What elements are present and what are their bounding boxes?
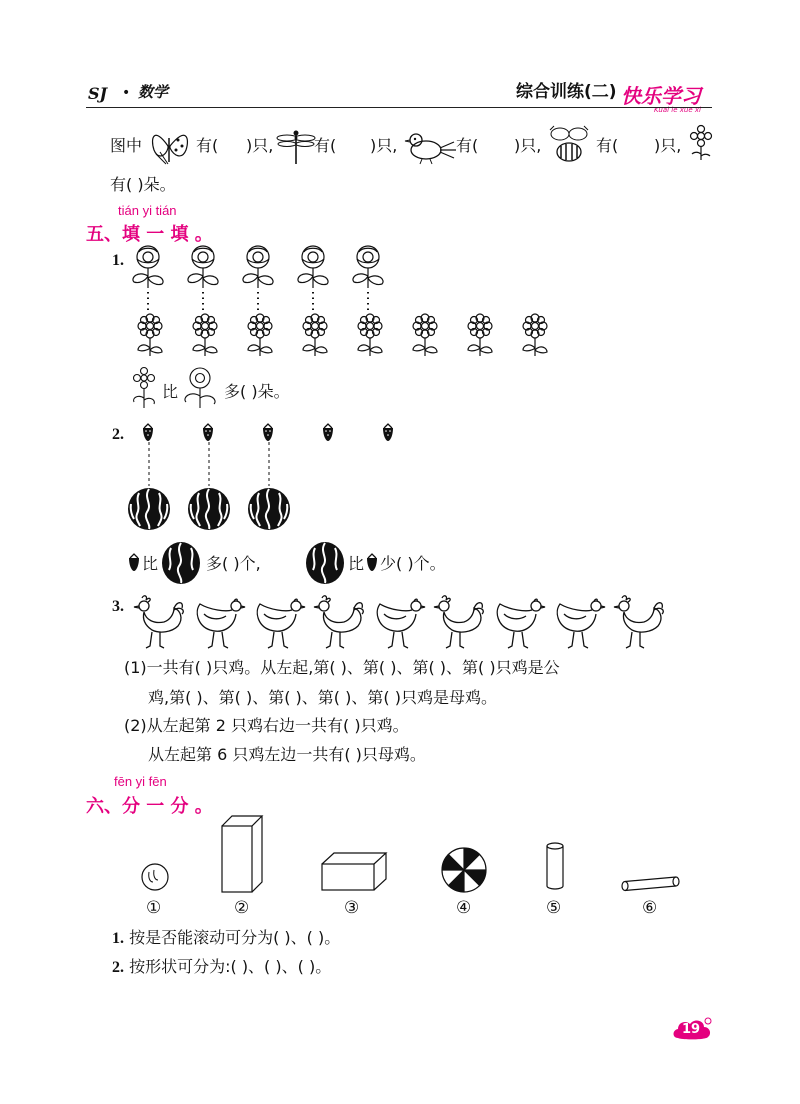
watermelon-icon bbox=[160, 540, 202, 586]
section5-title: 五、填 一 填 。 bbox=[86, 224, 213, 245]
small-flower-icon bbox=[462, 312, 498, 358]
small-flower-icon bbox=[352, 312, 388, 358]
page-number-badge bbox=[670, 1016, 714, 1042]
strawberry-icon bbox=[140, 422, 156, 442]
q1-text-bi: 比 bbox=[162, 382, 179, 401]
q2-text-shao: 少( )个。 bbox=[380, 554, 446, 573]
strawberry-icon bbox=[200, 422, 216, 442]
q1-number: 1. bbox=[112, 252, 124, 269]
section6-pinyin: fēn yi fēn bbox=[114, 774, 167, 789]
big-flower-icon bbox=[291, 244, 335, 290]
big-flower-icon bbox=[126, 244, 170, 290]
small-flower-icon bbox=[242, 312, 278, 358]
small-flower-icon bbox=[128, 366, 160, 410]
intro-text-zhi-1: )只, bbox=[246, 136, 274, 155]
q2-text-duo: 多( )个, bbox=[206, 554, 261, 573]
intro-text-you-4: 有( bbox=[596, 136, 619, 155]
header-logo-sub: Kuai le xue xi bbox=[654, 106, 701, 114]
ball-icon bbox=[138, 860, 172, 894]
q1-text-tail: 多( )朵。 bbox=[224, 382, 290, 401]
hen-icon bbox=[550, 594, 606, 650]
bee-icon bbox=[546, 124, 592, 168]
q1-bottom-flowers bbox=[132, 312, 552, 360]
header-subject: 数学 bbox=[138, 83, 169, 101]
q2-text-bi-1: 比 bbox=[142, 554, 159, 573]
big-flower-icon bbox=[181, 244, 225, 290]
cylinder-icon bbox=[542, 840, 568, 892]
rod-icon bbox=[620, 874, 684, 894]
small-flower-icon bbox=[517, 312, 553, 358]
shape-label-1: ① bbox=[146, 898, 162, 918]
strawberry-icon bbox=[320, 422, 336, 442]
shape-label-3: ③ bbox=[344, 898, 360, 918]
dragonfly-icon bbox=[276, 126, 316, 166]
small-flower-icon bbox=[407, 312, 443, 358]
beach-ball-icon bbox=[438, 844, 490, 896]
q3-number: 3. bbox=[112, 598, 124, 615]
watermelon-icon bbox=[186, 486, 232, 532]
intro-text-tuzhong: 图中 bbox=[110, 136, 143, 155]
hen-icon bbox=[370, 594, 426, 650]
q2-dashed-connectors bbox=[140, 442, 280, 488]
shape-label-4: ④ bbox=[456, 898, 472, 918]
shape-label-5: ⑤ bbox=[546, 898, 562, 918]
shape-label-6: ⑥ bbox=[642, 898, 658, 918]
section6-title: 六、分 一 分 。 bbox=[86, 796, 213, 817]
watermelon-icon bbox=[246, 486, 292, 532]
q3-chickens bbox=[130, 594, 670, 650]
bird-icon bbox=[402, 126, 458, 166]
q3-part1-line2: 鸡,第( )、第( )、第( )、第( )、第( )只鸡是母鸡。 bbox=[148, 688, 497, 707]
q2-question bbox=[126, 540, 486, 586]
intro-text-you-1: 有( bbox=[196, 136, 219, 155]
q3-part2-line2: 从左起第 6 只鸡左边一共有( )只母鸡。 bbox=[148, 745, 426, 764]
header-code: SJ bbox=[88, 84, 108, 103]
header bbox=[86, 80, 716, 114]
intro-line bbox=[108, 124, 728, 170]
flower-icon bbox=[686, 124, 716, 164]
header-rule bbox=[86, 107, 712, 108]
header-logo: 快乐学习 bbox=[621, 84, 701, 108]
butterfly-icon bbox=[148, 124, 192, 168]
header-title: 综合训练(二) bbox=[516, 82, 617, 102]
hen-icon bbox=[490, 594, 546, 650]
strawberry-icon bbox=[260, 422, 276, 442]
watermelon-icon bbox=[304, 540, 346, 586]
hen-icon bbox=[250, 594, 306, 650]
big-flower-icon bbox=[178, 366, 222, 410]
cuboid-tall-icon bbox=[218, 812, 268, 896]
header-dot: • bbox=[122, 85, 131, 101]
q3-part1-line1: (1)一共有( )只鸡。从左起,第( )、第( )、第( )、第( )只鸡是公 bbox=[124, 658, 560, 677]
intro-text-zhi-2: )只, bbox=[370, 136, 398, 155]
q1-top-flowers bbox=[126, 244, 426, 290]
intro-text-you-3: 有( bbox=[456, 136, 479, 155]
rooster-icon bbox=[310, 594, 366, 650]
rooster-icon bbox=[130, 594, 186, 650]
intro-line-2: 有( )朵。 bbox=[110, 175, 176, 194]
q2-watermelons bbox=[126, 486, 306, 534]
q2-text-bi-2: 比 bbox=[348, 554, 365, 573]
big-flower-icon bbox=[236, 244, 280, 290]
small-flower-icon bbox=[297, 312, 333, 358]
section5-pinyin: tián yi tián bbox=[118, 203, 177, 218]
strawberry-icon bbox=[364, 552, 380, 572]
section6-q1-text: 按是否能滚动可分为( )、( )。 bbox=[129, 928, 341, 947]
section6-q2-text: 按形状可分为:( )、( )、( )。 bbox=[129, 957, 332, 976]
section6-q2 bbox=[112, 957, 331, 977]
shapes-row bbox=[130, 812, 690, 922]
q3-part2-line1: (2)从左起第 2 只鸡右边一共有( )只鸡。 bbox=[124, 716, 409, 735]
page-number: 19 bbox=[682, 1022, 701, 1037]
watermelon-icon bbox=[126, 486, 172, 532]
intro-text-you-2: 有( bbox=[314, 136, 337, 155]
rooster-icon bbox=[610, 594, 666, 650]
intro-text-zhi-4: )只, bbox=[654, 136, 682, 155]
hen-icon bbox=[190, 594, 246, 650]
strawberry-icon bbox=[380, 422, 396, 442]
q1-question bbox=[128, 366, 368, 410]
q2-number: 2. bbox=[112, 426, 124, 443]
big-flower-icon bbox=[346, 244, 390, 290]
q2-strawberries bbox=[140, 422, 400, 444]
shape-label-2: ② bbox=[234, 898, 250, 918]
cuboid-flat-icon bbox=[318, 850, 390, 894]
small-flower-icon bbox=[132, 312, 168, 358]
section6-q1 bbox=[112, 928, 340, 948]
rooster-icon bbox=[430, 594, 486, 650]
section6-q2-number: 2. bbox=[112, 959, 124, 976]
strawberry-icon bbox=[126, 552, 142, 572]
small-flower-icon bbox=[187, 312, 223, 358]
intro-text-zhi-3: )只, bbox=[514, 136, 542, 155]
section6-q1-number: 1. bbox=[112, 930, 124, 947]
